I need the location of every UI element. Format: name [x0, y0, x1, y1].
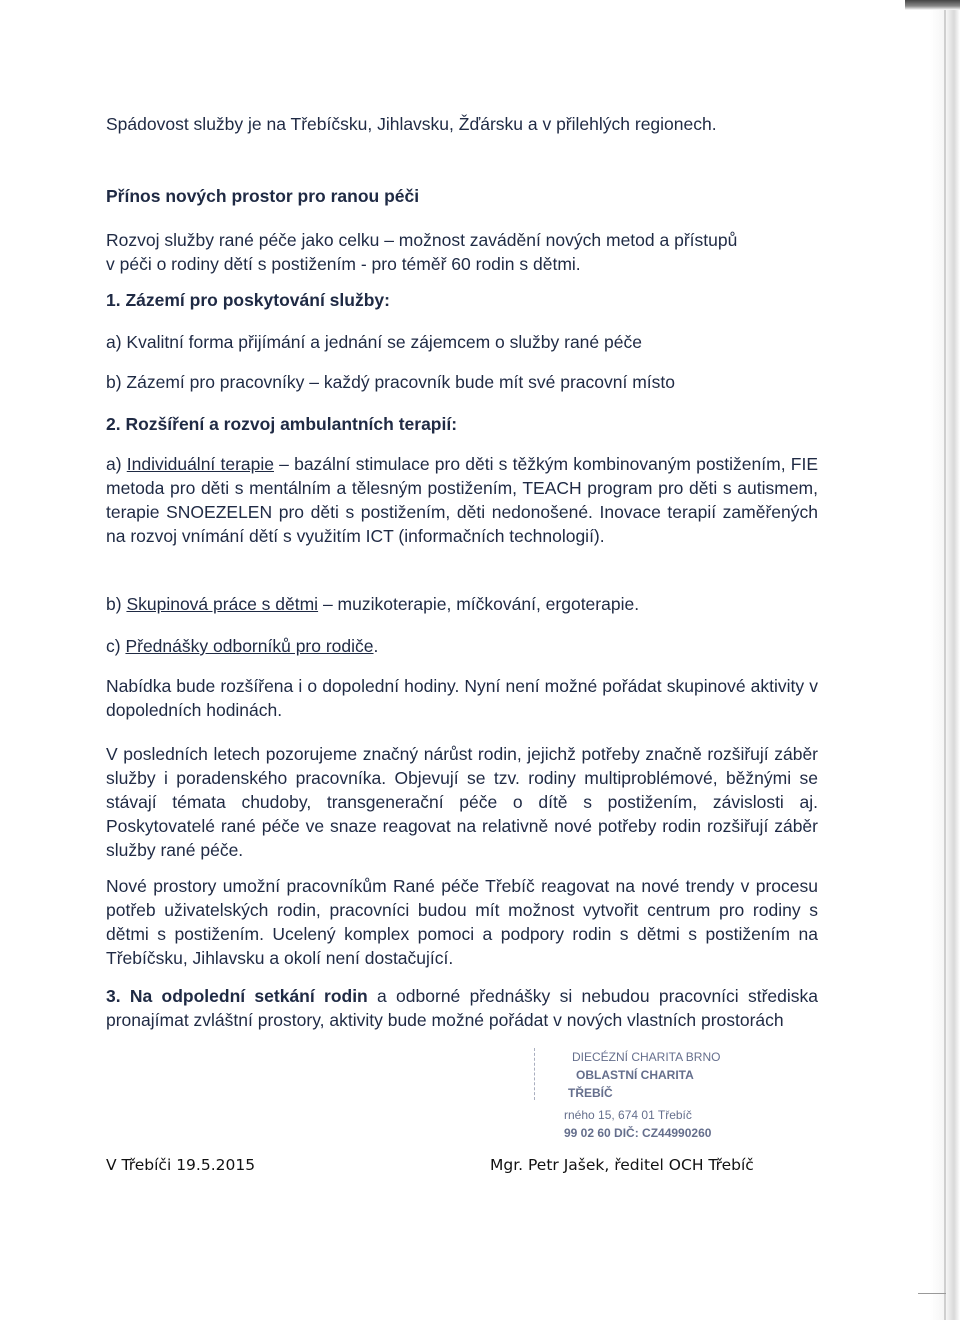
footer-signature: Mgr. Petr Jašek, ředitel OCH Třebíč	[490, 1156, 754, 1174]
item-1a: a) Kvalitní forma přijímání a jednání se zájemcem o služby rané péče	[106, 332, 642, 352]
organization-stamp	[528, 1044, 738, 1144]
item-2b	[106, 592, 818, 616]
intro-paragraph: Spádovost služby je na Třebíčsku, Jihlavsku, Žďársku a v přilehlých regionech.	[106, 114, 717, 134]
heading-zazemi: 1. Zázemí pro poskytování služby:	[106, 290, 390, 310]
item-1b: b) Zázemí pro pracovníky – každý pracovník bude mít své pracovní místo	[106, 372, 675, 392]
item-3-heading: Na odpolední setkání rodin	[129, 986, 368, 1006]
item-3-text: a odborné přednášky si nebudou pracovníci střediska pronajímat zvláštní prostory, aktivity bude možné pořádat v nových vlastních prostorách	[106, 986, 818, 1030]
item-3	[106, 984, 818, 1032]
stamp-line-2: OBLASTNÍ CHARITA	[576, 1068, 694, 1082]
scan-corner	[905, 0, 960, 10]
item-2a-prefix: a)	[106, 454, 127, 474]
item-2b-prefix: b)	[106, 594, 127, 614]
item-2c-prefix: c)	[106, 636, 126, 656]
item-2c	[106, 634, 818, 658]
item-2c-underlined: Přednášky odborníků pro rodiče	[125, 636, 374, 656]
new-spaces-paragraph: Nové prostory umožní pracovníkům Rané péče Třebíč reagovat na nové trendy v procesu potřeb uživatelských rodin, pracovníci budou mít možnost vytvořit centrum pro rodiny s dětmi s postižením. Ucelený komplex pomoci a podpory rodin s dětmi s postižením na Třebíčsku, Jihlavsku a okolí není dostačující.	[106, 876, 818, 968]
item-3-number: 3.	[106, 986, 121, 1006]
stamp-line-3: TŘEBÍČ	[568, 1086, 613, 1100]
development-line-2: v péči o rodiny dětí s postižením - pro téměř 60 rodin s dětmi.	[106, 254, 581, 274]
item-2c-text: .	[373, 636, 379, 656]
item-2a-underlined: Individuální terapie	[126, 454, 274, 474]
heading-terapie: 2. Rozšíření a rozvoj ambulantních terapií:	[106, 414, 458, 434]
item-2b-underlined: Skupinová práce s dětmi	[126, 594, 319, 614]
stamp-line-4: rného 15, 674 01 Třebíč	[564, 1108, 692, 1122]
development-paragraph	[106, 228, 818, 276]
trends-paragraph: V posledních letech pozorujeme značný nárůst rodin, jejichž potřeby značně rozšiřují záběr služby i poradenského pracovníka. Objevují se tzv. rodiny multiproblémové, běžnými se stávají témata chudoby, transgenerační péče o dítě s postižením, závislosti aj. Poskytovatelé rané péče ve snaze reagovat na relativně nové potřeby rodin rozšiřují záběr služby rané péče.	[106, 744, 818, 860]
item-2b-text: – muzikoterapie, míčkování, ergoterapie.	[318, 594, 640, 614]
scan-mark	[918, 1293, 946, 1294]
stamp-line-5: 99 02 60 DIČ: CZ44990260	[564, 1126, 712, 1140]
scan-edge-line	[944, 0, 946, 1320]
development-line-1: Rozvoj služby rané péče jako celku – možnost zavádění nových metod a přístupů	[106, 230, 738, 250]
item-2a-text: – bazální stimulace pro děti s těžkým kombinovaným postižením, FIE metoda pro děti s mentálním a tělesným postižením, TEACH program pro děti s autismem, terapie SNOEZELEN pro děti s postižením, děti nedonošené. Inovace terapií zaměřených na rozvoj vnímání dětí s využitím ICT (informačních technologií).	[106, 454, 818, 546]
offer-paragraph: Nabídka bude rozšířena i o dopolední hodiny. Nyní není možné pořádat skupinové aktivity v dopoledních hodinách.	[106, 676, 818, 720]
stamp-line-1: DIECÉZNÍ CHARITA BRNO	[572, 1050, 721, 1064]
section-heading: Přínos nových prostor pro ranou péči	[106, 186, 420, 206]
item-2a	[106, 452, 818, 548]
footer-date: V Třebíči 19.5.2015	[106, 1156, 256, 1174]
stamp-border	[534, 1048, 536, 1100]
